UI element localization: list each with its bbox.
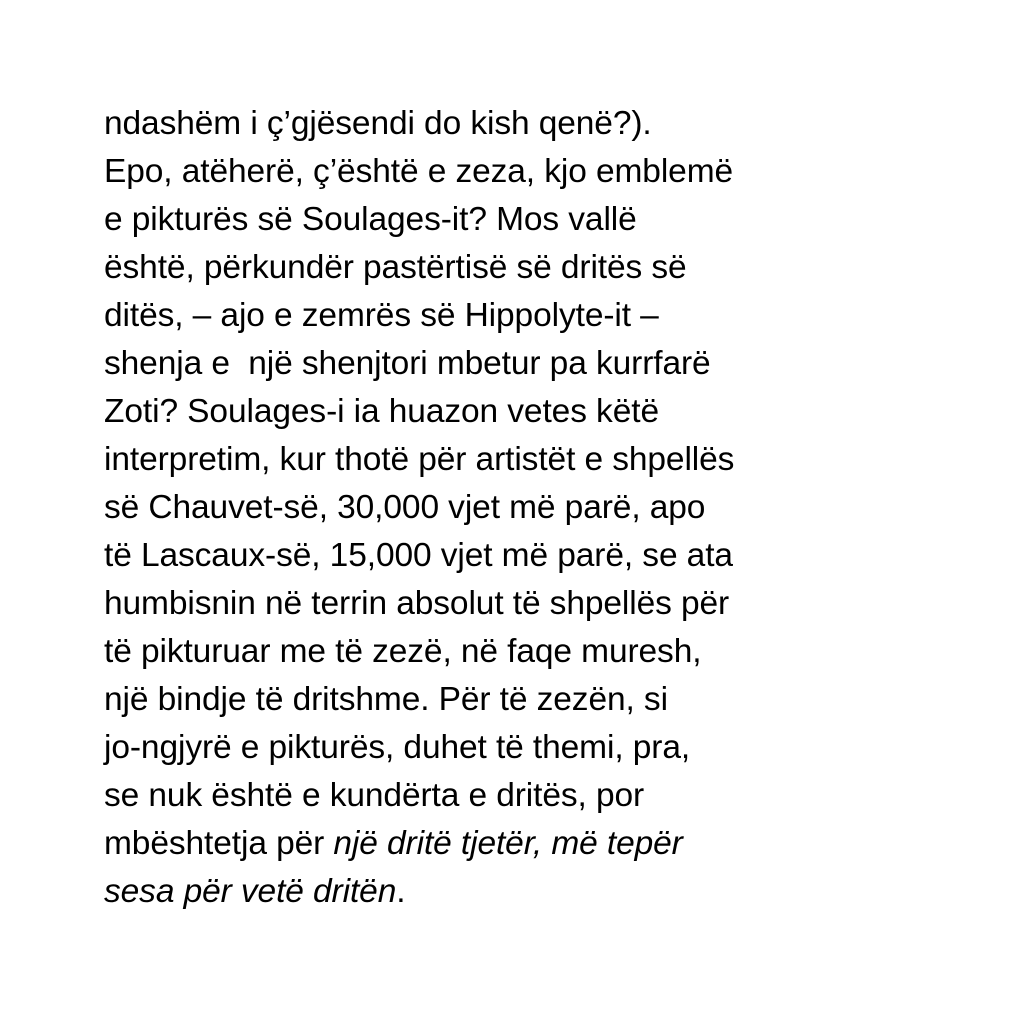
text-line-8: interpretim, kur thotë për artistët e shpellës bbox=[104, 441, 735, 478]
text-line-5: ditës, – ajo e zemrës së Hippolyte-it – bbox=[104, 297, 659, 334]
text-line-17-italic: sesa për vetë dritën bbox=[104, 873, 397, 910]
text-line-16-roman: mbështetja për bbox=[104, 825, 334, 862]
text-line-2: Epo, atëherë, ç’është e zeza, kjo emblemë bbox=[104, 153, 734, 190]
text-line-15: se nuk është e kundërta e dritës, por bbox=[104, 777, 645, 814]
text-line-6: shenja e një shenjtori mbetur pa kurrfarë bbox=[104, 345, 711, 382]
text-line-9: së Chauvet-së, 30,000 vjet më parë, apo bbox=[104, 489, 706, 526]
text-line-14: jo-ngjyrë e pikturës, duhet të themi, pra, bbox=[104, 729, 691, 766]
text-line-11: humbisnin në terrin absolut të shpellës për bbox=[104, 585, 730, 622]
text-line-16-italic: një dritë tjetër, më tepër bbox=[333, 825, 683, 862]
text-line-3: e pikturës së Soulages-it? Mos vallë bbox=[104, 201, 637, 238]
text-line-12: të pikturuar me të zezë, në faqe muresh, bbox=[104, 633, 702, 670]
text-line-10: të Lascaux-së, 15,000 vjet më parë, se ata bbox=[104, 537, 733, 574]
text-line-16 bbox=[104, 820, 964, 868]
text-line-17 bbox=[104, 868, 964, 916]
text-line-7: Zoti? Soulages-i ia huazon vetes këtë bbox=[104, 393, 659, 430]
body-text bbox=[104, 100, 964, 916]
text-line-1: ndashëm i ç’gjësendi do kish qenë?). bbox=[104, 105, 652, 142]
text-line-4: është, përkundër pastërtisë së dritës së bbox=[104, 249, 687, 286]
text-line-13: një bindje të dritshme. Për të zezën, si bbox=[104, 681, 668, 718]
text-line-17-period: . bbox=[396, 873, 406, 910]
